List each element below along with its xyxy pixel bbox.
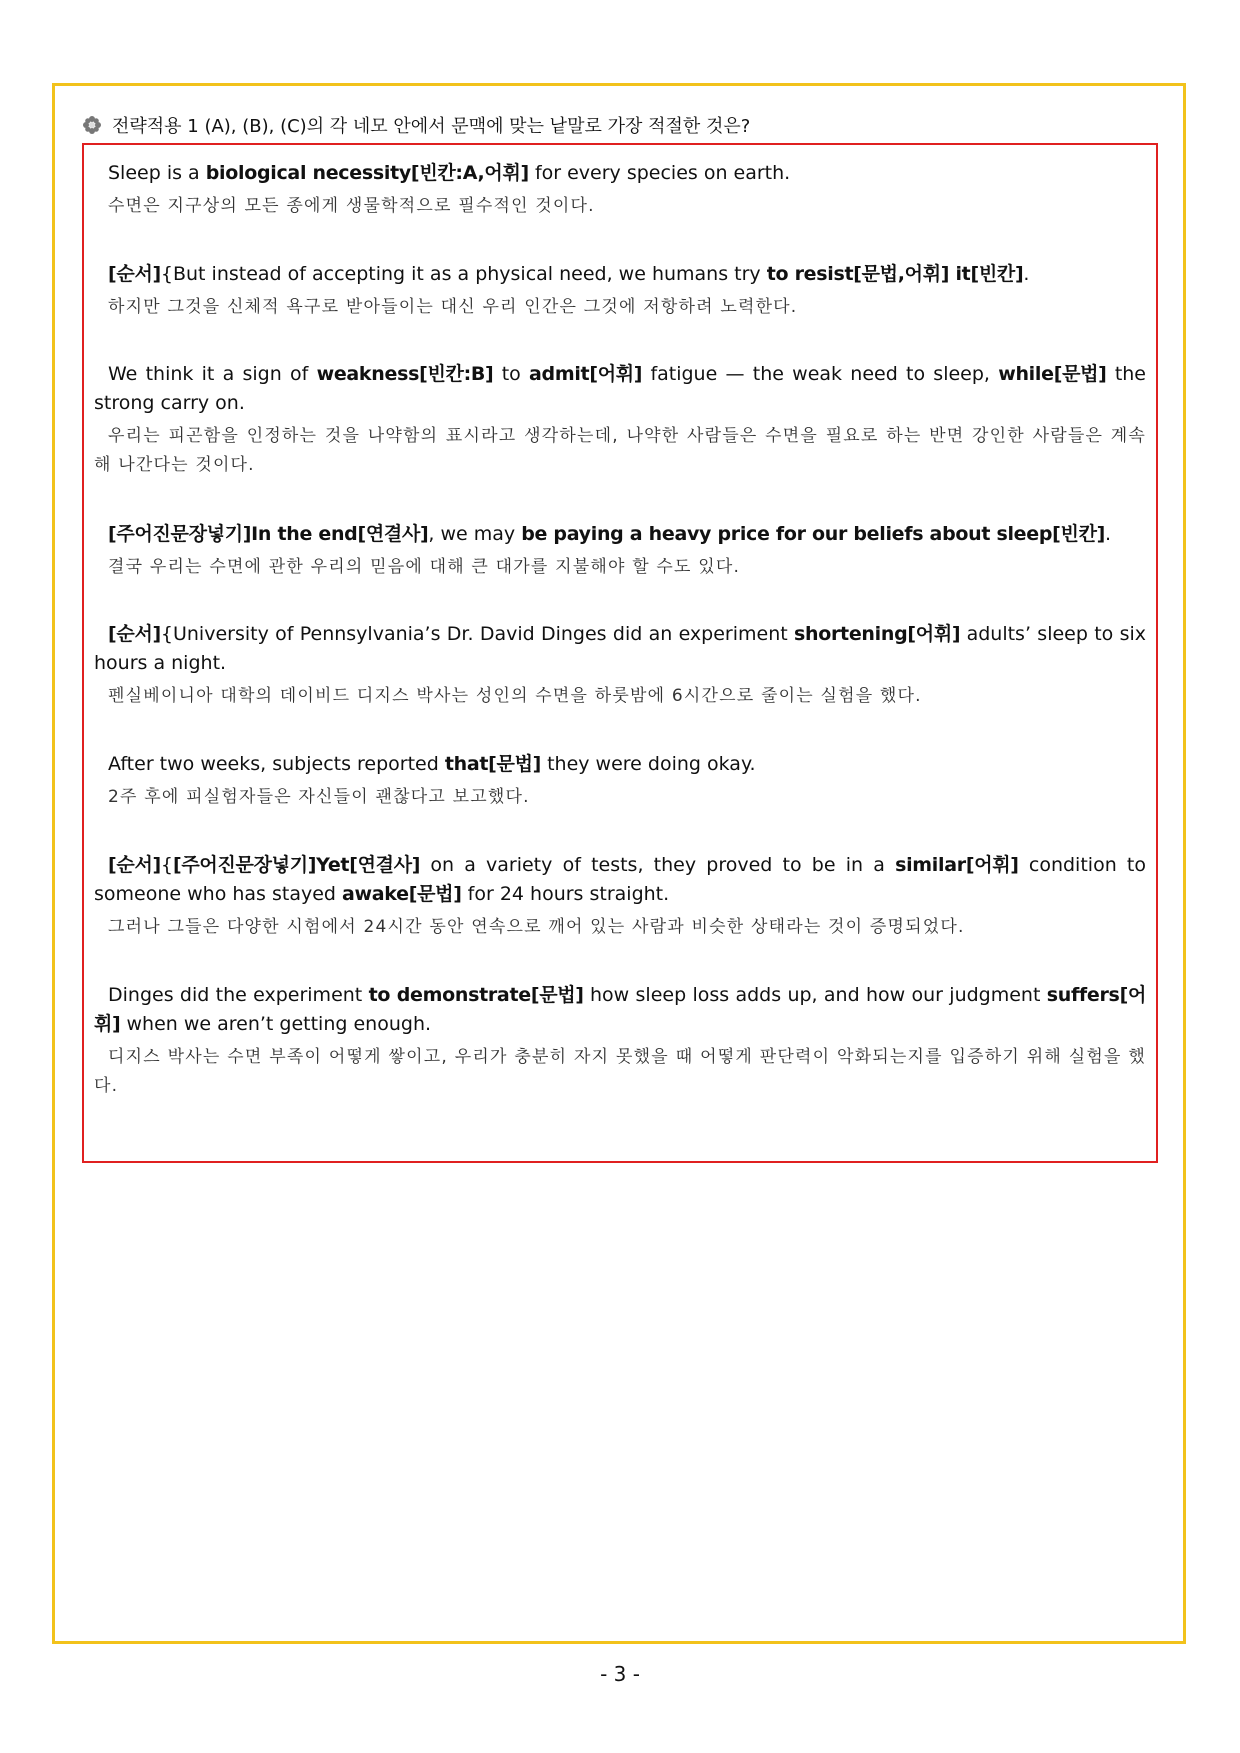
sentence-text: {But instead of accepting it as a physical need, we humans try <box>160 263 767 285</box>
passage-box <box>82 143 1158 1163</box>
sentence-block-3 <box>94 360 1146 480</box>
sentence-text: they were doing okay. <box>541 753 756 775</box>
highlighted-phrase: while[문법] <box>998 363 1107 385</box>
korean-translation: 하지만 그것을 신체적 욕구로 받아들이는 대신 우리 인간은 그것에 저항하려 노력한다. <box>108 297 798 317</box>
sentence-text: on a variety of tests, they proved to be in a <box>420 854 896 876</box>
sentence-block-2 <box>94 260 1146 322</box>
question-heading <box>82 112 750 138</box>
sentence-text: Sleep is a <box>108 162 206 184</box>
sentence-text: . <box>1023 263 1030 285</box>
english-sentence <box>94 620 1146 678</box>
flower-bullet-icon <box>82 115 102 135</box>
english-sentence <box>94 260 1146 289</box>
korean-translation: 디지스 박사는 수면 부족이 어떻게 쌓이고, 우리가 충분히 자지 못했을 때 어떻게 판단력이 악화되는지를 입증하기 위해 실험을 했다. <box>94 1047 1146 1096</box>
sentence-text: We think it a sign of <box>108 363 317 385</box>
sentence-text: for 24 hours straight. <box>461 883 670 905</box>
sentence-text: . <box>1105 523 1112 545</box>
english-sentence <box>94 851 1146 909</box>
english-sentence <box>94 520 1146 549</box>
sentence-text: adults’ sleep to six hours a night. <box>94 623 1146 674</box>
korean-translation: 결국 우리는 수면에 관한 우리의 믿음에 대해 큰 대가를 지불해야 할 수도 있다. <box>108 557 741 577</box>
highlighted-phrase: [순서] <box>108 263 161 285</box>
sentence-text: fatigue — the weak need to sleep, <box>642 363 999 385</box>
highlighted-phrase: similar[어휘] <box>895 854 1019 876</box>
highlighted-phrase: awake[문법] <box>342 883 462 905</box>
sentence-text: how sleep loss adds up, and how our judgment <box>583 984 1047 1006</box>
sentence-block-7 <box>94 851 1146 942</box>
heading-text: 전략적용 1 (A), (B), (C)의 각 네모 안에서 문맥에 맞는 낱말로 가장 적절한 것은? <box>112 116 751 137</box>
highlighted-phrase: [주어진문장넣기]In the end[연결사] <box>108 523 429 545</box>
sentence-text: condition to someone who has stayed <box>94 854 1146 905</box>
sentence-block-8 <box>94 981 1146 1101</box>
highlighted-phrase: shortening[어휘] <box>794 623 961 645</box>
sentence-text: { <box>160 854 173 876</box>
highlighted-phrase: that[문법] <box>444 753 542 775</box>
sentence-block-6 <box>94 750 1146 812</box>
sentence-text: {University of Pennsylvania’s Dr. David Dinges did an experiment <box>160 623 794 645</box>
sentence-text: , we may <box>428 523 522 545</box>
highlighted-phrase: [주어진문장넣기]Yet[연결사] <box>172 854 421 876</box>
highlighted-phrase: [순서] <box>108 623 161 645</box>
highlighted-phrase: to demonstrate[문법] <box>368 984 584 1006</box>
highlighted-phrase: to resist[문법,어휘] it[빈칸] <box>766 263 1024 285</box>
highlighted-phrase: [순서] <box>108 854 161 876</box>
english-sentence <box>94 981 1146 1039</box>
english-sentence <box>94 360 1146 418</box>
sentence-block-1 <box>94 159 1146 221</box>
sentence-text: the strong carry on. <box>94 363 1146 414</box>
page-number: - 3 - <box>600 1662 640 1686</box>
sentence-text: After two weeks, subjects reported <box>108 753 445 775</box>
highlighted-phrase: suffers[어휘] <box>94 984 1147 1035</box>
english-sentence <box>94 750 1146 779</box>
sentence-text: when we aren’t getting enough. <box>120 1013 432 1035</box>
korean-translation: 우리는 피곤함을 인정하는 것을 나약함의 표시라고 생각하는데, 나약한 사람들은 수면을 필요로 하는 반면 강인한 사람들은 계속해 나간다는 것이다. <box>94 426 1146 475</box>
korean-translation: 펜실베이니아 대학의 데이비드 디지스 박사는 성인의 수면을 하룻밤에 6시간으로 줄이는 실험을 했다. <box>108 686 922 706</box>
highlighted-phrase: weakness[빈칸:B] <box>316 363 494 385</box>
highlighted-phrase: admit[어휘] <box>529 363 643 385</box>
korean-translation: 수면은 지구상의 모든 종에게 생물학적으로 필수적인 것이다. <box>108 196 595 216</box>
highlighted-phrase: be paying a heavy price for our beliefs about sleep[빈칸] <box>521 523 1106 545</box>
sentence-text: for every species on earth. <box>528 162 791 184</box>
sentence-block-4 <box>94 520 1146 582</box>
sentence-block-5 <box>94 620 1146 711</box>
korean-translation: 2주 후에 피실험자들은 자신들이 괜찮다고 보고했다. <box>108 787 530 807</box>
english-sentence <box>94 159 1146 188</box>
highlighted-phrase: biological necessity[빈칸:A,어휘] <box>205 162 529 184</box>
korean-translation: 그러나 그들은 다양한 시험에서 24시간 동안 연속으로 깨어 있는 사람과 비슷한 상태라는 것이 증명되었다. <box>108 917 965 937</box>
sentence-text: to <box>493 363 529 385</box>
sentence-text: Dinges did the experiment <box>108 984 369 1006</box>
